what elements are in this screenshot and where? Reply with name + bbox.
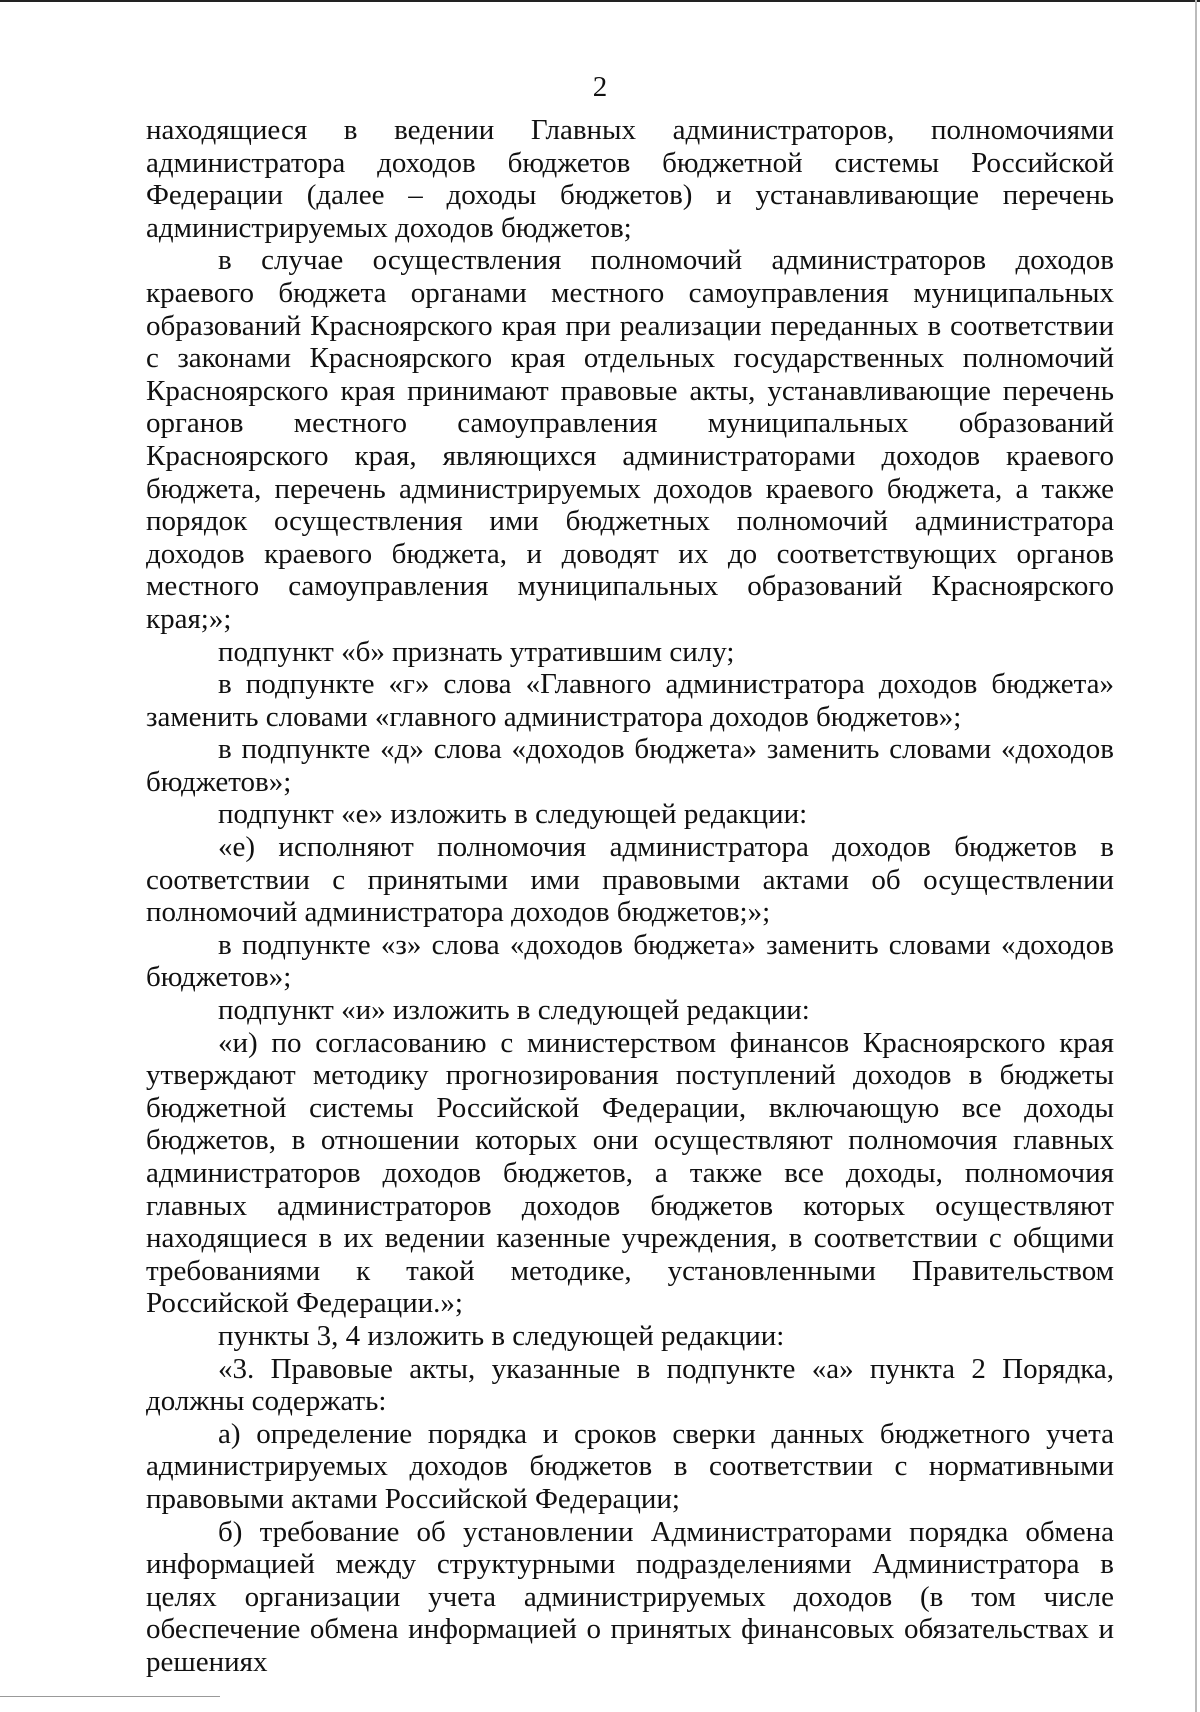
scan-top-edge — [0, 0, 1200, 2]
paragraph-5: в подпункте «д» слова «доходов бюджета» заменить словами «доходов бюджетов»; — [146, 733, 1114, 798]
page-number: 2 — [592, 71, 608, 103]
paragraph-9: подпункт «и» изложить в следующей редакции: — [218, 994, 810, 1027]
paragraph-4: в подпункте «г» слова «Главного администратора доходов бюджета» заменить словами «главного администратора доходов бюджетов»; — [146, 668, 1114, 733]
paragraph-8: в подпункте «з» слова «доходов бюджета» заменить словами «доходов бюджетов»; — [146, 928, 1114, 994]
paragraph-11: пункты 3, 4 изложить в следующей редакции: — [218, 1319, 785, 1352]
paragraph-3: подпункт «б» признать утратившим силу; — [218, 635, 735, 668]
scan-right-edge — [1195, 0, 1197, 1712]
paragraph-13: а) определение порядка и сроков сверки данных бюджетного учета администрируемых доходов бюджетов в соответствии с нормативными правовыми актами Российской Федерации; — [146, 1417, 1114, 1515]
paragraph-10: «и) по согласованию с министерством финансов Красноярского края утверждают методику прогнозирования поступлений доходов в бюджеты бюджетной системы Российской Федерации, включающую все доходы бюджетов, в отношении которых они осуществляют полномочия главных администраторов доходов бюджетов, а также все доходы, полномочия главных администраторов доходов бюджетов которых осуществляют находящиеся в их ведении казенные учреждения, в соответствии с общими требованиями к такой методике, установленными Правительством Российской Федерации.»; — [146, 1026, 1114, 1320]
paragraph-14: б) требование об установлении Администраторами порядка обмена информацией между структурными подразделениями Администратора в целях организации учета администрируемых доходов (в том числе обеспечение обмена информацией о принятых финансовых обязательствах и решениях — [146, 1515, 1114, 1678]
paragraph-1: находящиеся в ведении Главных администраторов, полномочиями администратора доходов бюджетов бюджетной системы Российской Федерации (далее – доходы бюджетов) и устанавливающие перечень администрируемых доходов бюджетов; — [146, 114, 1114, 244]
document-body — [146, 114, 1114, 1679]
paragraph-6: подпункт «е» изложить в следующей редакции: — [218, 798, 808, 831]
scan-bottom-mark — [0, 1696, 220, 1697]
paragraph-12: «3. Правовые акты, указанные в подпункте «а» пункта 2 Порядка, должны содержать: — [146, 1352, 1114, 1418]
paragraph-2: в случае осуществления полномочий администраторов доходов краевого бюджета органами местного самоуправления муниципальных образований Красноярского края при реализации переданных в соответствии с законами Красноярского края отдельных государственных полномочий Красноярского края принимают правовые акты, устанавливающие перечень органов местного самоуправления муниципальных образований Красноярского края, являющихся администраторами доходов краевого бюджета, перечень администрируемых доходов краевого бюджета, а также порядок осуществления ими бюджетных полномочий администратора доходов краевого бюджета, и доводят их до соответствующих органов местного самоуправления муниципальных образований Красноярского края;»; — [146, 244, 1114, 635]
paragraph-7: «е) исполняют полномочия администратора доходов бюджетов в соответствии с принятыми ими правовыми актами об осуществлении полномочий администратора доходов бюджетов;»; — [146, 831, 1114, 929]
